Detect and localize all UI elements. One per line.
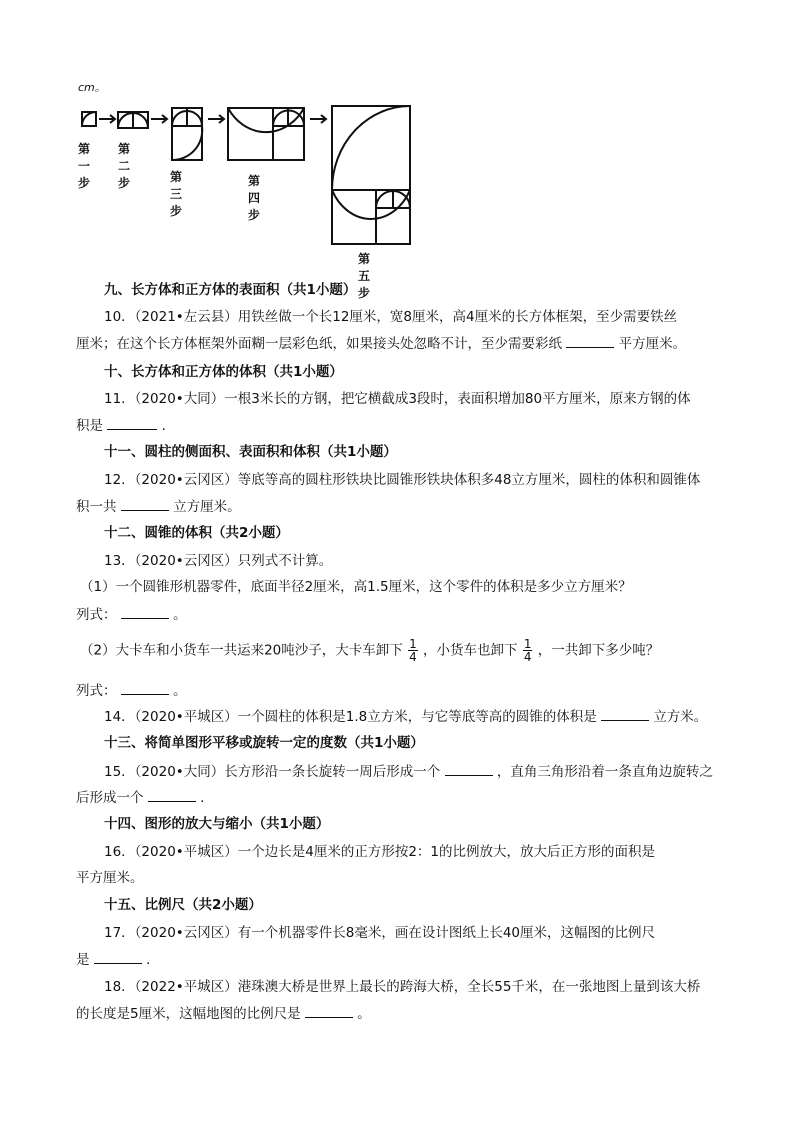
section-heading: 十三、将简单图形平移或旋转一定的度数（共1小题） <box>104 735 424 751</box>
q12-line2 <box>76 496 241 517</box>
q14-line1 <box>104 706 707 727</box>
q12-text-b: 立方厘米。 <box>173 499 241 515</box>
fraction-denominator: 4 <box>523 650 532 664</box>
q13-end: 。 <box>173 607 187 623</box>
step5-arc <box>332 106 410 190</box>
q11-answer-blank[interactable] <box>107 415 157 430</box>
q12-line1: 12．（2020•云冈区）等底等高的圆柱形铁块比圆锥形铁块体积多48立方厘米，圆柱的体积和圆锥体 <box>104 472 701 488</box>
section-heading: 十四、图形的放大与缩小（共1小题） <box>104 816 330 832</box>
q13-formula2-blank[interactable] <box>121 680 169 695</box>
fraction-numerator: 1 <box>523 637 532 651</box>
step4-rect <box>228 108 304 160</box>
step-label-5: 第五步 <box>358 252 371 300</box>
q14-text-b: 立方米。 <box>653 709 708 725</box>
formula-label: 列式： <box>76 607 117 623</box>
q13-p2-text-a: （2）大卡车和小货车一共运来20吨沙子，大卡车卸下 <box>80 642 403 659</box>
section-heading: 十一、圆柱的侧面积、表面积和体积（共1小题） <box>104 444 397 460</box>
q16-line2: 平方厘米。 <box>76 870 144 886</box>
q14-answer-blank[interactable] <box>601 706 649 721</box>
q15-line1 <box>104 761 713 782</box>
step-label-1: 第一步 <box>78 142 91 190</box>
q17-text-a: 是 <box>76 952 90 968</box>
q11-line2 <box>76 415 175 436</box>
q15-line2 <box>76 787 214 808</box>
q15-text-c: 后形成一个 <box>76 790 144 806</box>
q16-line1: 16．（2020•平城区）一个边长是4厘米的正方形按2：1的比例放大，放大后正方形的面积是 <box>104 844 656 860</box>
q13-stem: 13．（2020•云冈区）只列式不计算。 <box>104 553 333 569</box>
q18-line2 <box>76 1003 371 1024</box>
formula-label: 列式： <box>76 683 117 699</box>
q12-answer-blank[interactable] <box>121 496 169 511</box>
q18-text-a: 的长度是5厘米，这幅地图的比例尺是 <box>76 1006 301 1022</box>
q12-text-a: 积一共 <box>76 499 117 515</box>
section-heading: 十五、比例尺（共2小题） <box>104 897 262 913</box>
section-heading: 十、长方体和正方体的体积（共1小题） <box>104 364 343 380</box>
step-label-2: 第二步 <box>118 142 131 190</box>
q10-text-a: 厘米；在这个长方体框架外面糊一层彩色纸，如果接头处忽略不计，至少需要彩纸 <box>76 336 562 352</box>
q13-formula1-blank[interactable] <box>121 604 169 619</box>
fraction-one-quarter <box>408 638 418 663</box>
q13-p2-text-c: ，一共卸下多少吨？ <box>537 642 660 659</box>
q13-p2-text-b: ，小货车也卸下 <box>423 642 518 659</box>
step5-rect <box>332 106 410 244</box>
q18-answer-blank[interactable] <box>305 1003 353 1018</box>
q10-line1: 10．（2021•左云县）用铁丝做一个长12厘米，宽8厘米，高4厘米的长方体框架，至少需要铁丝 <box>104 309 678 325</box>
q13-formula1 <box>76 604 187 625</box>
step-label-4: 第四步 <box>248 174 261 222</box>
q15-answer-blank-2[interactable] <box>148 787 196 802</box>
q17-text-b: ． <box>146 952 160 968</box>
q15-answer-blank-1[interactable] <box>445 761 493 776</box>
fraction-numerator: 1 <box>409 637 417 651</box>
step-label-3: 第三步 <box>170 170 183 218</box>
section-heading: 九、长方体和正方体的表面积（共1小题） <box>104 282 357 298</box>
q10-line2 <box>76 333 686 354</box>
section-heading: 十二、圆锥的体积（共2小题） <box>104 525 289 541</box>
fraction-one-quarter <box>523 638 533 663</box>
step1-arc <box>82 112 96 126</box>
q11-line1: 11．（2020•大同）一根3米长的方钢，把它横截成3段时，表面积增加80平方厘米，原来方钢的体 <box>104 391 691 407</box>
q13-end: 。 <box>173 683 187 699</box>
q11-text-b: ． <box>161 418 176 434</box>
q10-text-b: 平方厘米。 <box>618 336 687 352</box>
q18-line1: 18．（2022•平城区）港珠澳大桥是世界上最长的跨海大桥，全长55千米，在一张地图上量到该大桥 <box>104 979 701 995</box>
q15-text-d: ． <box>200 790 214 806</box>
q13-formula2 <box>76 680 187 701</box>
q15-text-b: ，直角三角形沿着一条直角边旋转之 <box>496 764 713 780</box>
q14-text-a: 14．（2020•平城区）一个圆柱的体积是1.8立方米，与它等底等高的圆锥的体积是 <box>104 709 597 725</box>
q13-part1: （1）一个圆锥形机器零件，底面半径2厘米，高1.5厘米，这个零件的体积是多少立方厘米？ <box>80 579 632 595</box>
q10-answer-blank[interactable] <box>566 333 614 348</box>
q17-line1: 17．（2020•云冈区）有一个机器零件长8毫米，画在设计图纸上长40厘米，这幅图的比例尺 <box>104 925 656 941</box>
q15-text-a: 15．（2020•大同）长方形沿一条长旋转一周后形成一个 <box>104 764 441 780</box>
fraction-denominator: 4 <box>409 650 417 664</box>
q17-answer-blank[interactable] <box>94 949 142 964</box>
q17-line2 <box>76 949 160 970</box>
q11-text-a: 积是 <box>76 418 103 434</box>
q18-text-b: 。 <box>357 1006 371 1022</box>
unit-fragment: cm。 <box>78 81 106 94</box>
q13-part2 <box>80 638 659 663</box>
step3-arc <box>172 126 202 160</box>
